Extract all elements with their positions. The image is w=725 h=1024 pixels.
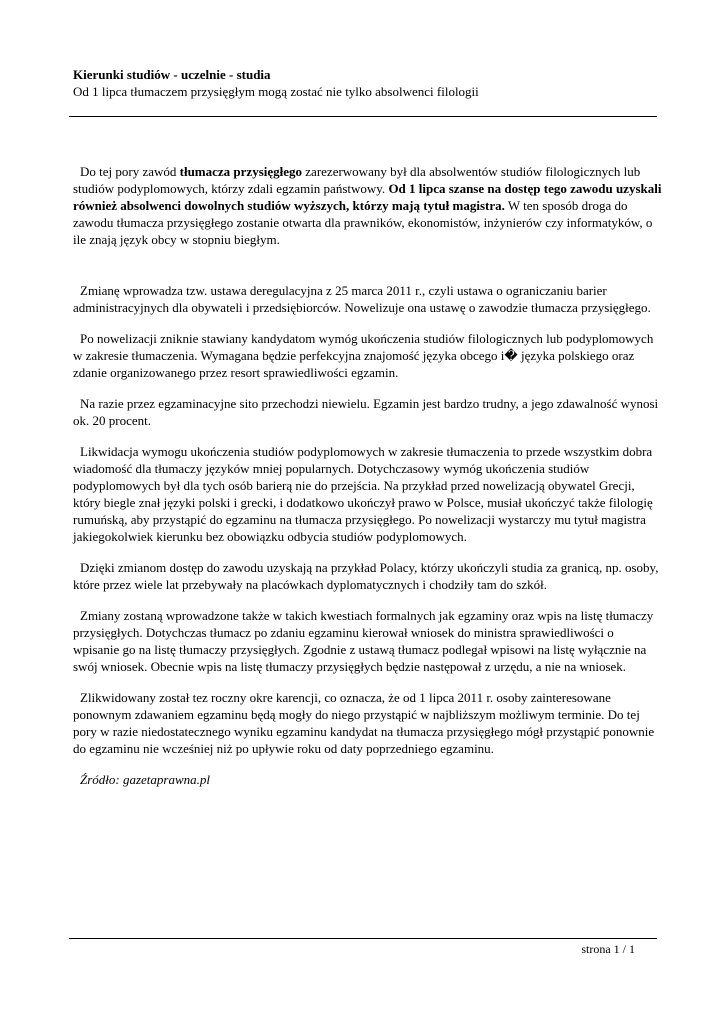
p1-text-a: Do tej pory zawód: [80, 164, 180, 179]
paragraph-8: Zlikwidowany został tez roczny okre karencji, co oznacza, że od 1 lipca 2011 r. osoby zainteresowane ponownym zdawaniem egzaminu będą mogły do niego przystąpić w najbliższym możliwym terminie. Do tej pory w razie niedostatecznego wyniku egzaminu kandydat na tłumacza przysięgłego mógł przystąpić ponownie do egzaminu nie wcześniej niż po upływie roku od daty poprzedniego egzaminu.: [73, 690, 655, 756]
paragraph-6: Dzięki zmianom dostęp do zawodu uzyskają na przykład Polacy, którzy ukończyli studia za granicą, np. osoby, które przez wiele lat przebywały na placówkach dyplomatycznych i chodziły tam do szkół.: [73, 560, 659, 592]
document-header: [73, 66, 663, 100]
page-subtitle: Od 1 lipca tłumaczem przysięgłym mogą zostać nie tylko absolwenci filologii: [73, 84, 479, 99]
paragraph-2: Zmianę wprowadza tzw. ustawa deregulacyjna z 25 marca 2011 r., czyli ustawa o ograniczaniu barier administracyjnych dla obywateli i przedsiębiorców. Nowelizuje ona ustawę o zawodzie tłumacza przysięgłego.: [73, 283, 651, 315]
paragraph-4: Na razie przez egzaminacyjne sito przechodzi niewielu. Egzamin jest bardzo trudny, a jego zdawalność wynosi ok. 20 procent.: [73, 396, 659, 428]
paragraph-1: [73, 163, 663, 248]
header-divider: [69, 116, 657, 117]
page-number: strona 1 / 1: [581, 942, 635, 956]
p1-bold-b: Od 1 lipca szanse na dostęp tego zawodu uzyskali również absolwenci dowolnych studiów wyższych, którzy mają tytuł magistra.: [73, 181, 662, 213]
page-title: Kierunki studiów - uczelnie - studia: [73, 67, 271, 82]
article-body: [73, 163, 663, 788]
footer-divider: [69, 938, 657, 939]
paragraph-3: Po nowelizacji zniknie stawiany kandydatom wymóg ukończenia studiów filologicznych lub podyplomowych w zakresie tłumaczenia. Wymagana będzie perfekcyjna znajomość języka obcego i� języka polskiego oraz zdanie organizowanego przez resort sprawiedliwości egzamin.: [73, 331, 654, 380]
paragraph-7: Zmiany zostaną wprowadzone także w takich kwestiach formalnych jak egzaminy oraz wpis na listę tłumaczy przysięgłych. Dotychczas tłumacz po zdaniu egzaminu kierował wniosek do ministra sprawiedliwości o wpisanie go na listę tłumaczy przysięgłych. Zgodnie z ustawą tłumacz podlegał wpisowi na listę wyłącznie na swój wniosek. Obecnie wpis na listę tłumaczy przysięgłych będzie następował z urzędu, a nie na wniosek.: [73, 608, 654, 674]
paragraph-5: Likwidacja wymogu ukończenia studiów podyplomowych w zakresie tłumaczenia to przede wszystkim dobra wiadomość dla tłumaczy języków mniej popularnych. Dotychczasowy wymóg ukończenia studiów podyplomowych był dla tych osób barierą nie do przejścia. Na przykład przed nowelizacją obywatel Grecji, który biegle znał języki polski i grecki, i dodatkowo ukończył prawo w Polsce, musiał ukończyć także filologię rumuńską, aby przystąpić do egzaminu na tłumacza przysięgłego. Po nowelizacji wystarczy mu tytuł magistra jakiegokolwiek kierunku bez obowiązku odbycia studiów podyplomowych.: [73, 444, 653, 544]
p1-text-b: zarezerwowany był dla absolwentów studiów filologicznych lub studiów podyplomowych, którzy zdali egzamin państwowy.: [73, 164, 641, 196]
p1-text-c: W ten sposób droga do zawodu tłumacza przysięgłego zostanie otwarta dla prawników, ekonomistów, inżynierów czy informatyków, o ile znają język obcy w stopniu biegłym.: [73, 198, 653, 247]
source-citation: Źródło: gazetaprawna.pl: [80, 772, 211, 787]
p1-bold-a: tłumacza przysięgłego: [179, 164, 303, 179]
